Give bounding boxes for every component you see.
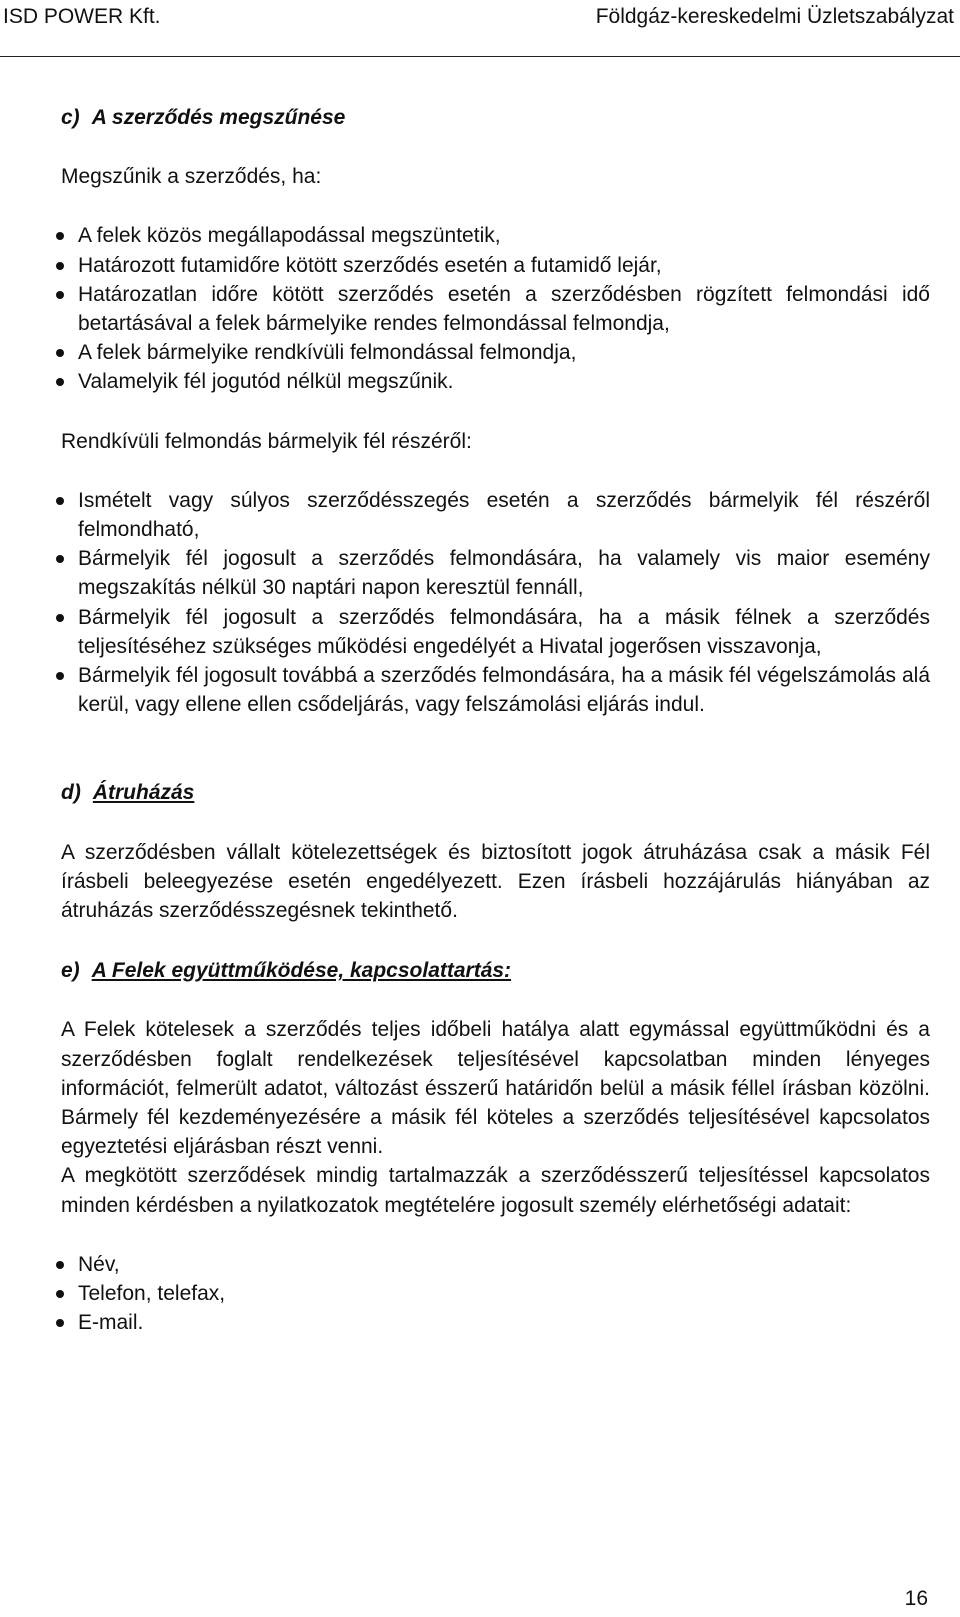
list-item: Határozatlan időre kötött szerződés esetén a szerződésben rögzített felmondási idő betartásával a felek bármelyike rendes felmondással felmondja, (61, 280, 930, 338)
contact-details-paragraph: A megkötött szerződések mindig tartalmazzák a szerződésszerű teljesítéssel kapcsolatos minden kérdésben a nyilatkozatok megtételére jogosult személy elérhetőségi adatait: (61, 1164, 930, 1217)
document-body (61, 103, 930, 1338)
list-item: Bármelyik fél jogosult továbbá a szerződés felmondására, ha a másik fél végelszámolás alá kerül, vagy ellene ellen csődeljárás, vagy felszámolási eljárás indul. (61, 661, 930, 719)
bullet-icon (56, 1261, 64, 1269)
bullet-icon (56, 1319, 64, 1327)
bullet-icon (56, 497, 64, 505)
section-c-label: c) (61, 106, 80, 129)
termination-list (61, 221, 930, 396)
list-item: Valamelyik fél jogutód nélkül megszűnik. (61, 367, 930, 396)
bullet-icon (56, 555, 64, 563)
bullet-icon (56, 262, 64, 270)
extraordinary-termination-intro: Rendkívüli felmondás bármelyik fél részéről: (61, 429, 472, 453)
assignment-paragraph: A szerződésben vállalt kötelezettségek és biztosított jogok átruházása csak a másik Fél írásbeli beleegyezése esetén engedélyezett. Ezen írásbeli hozzájárulás hiányában az átruházás szerződésszegésnek tekinthető. (61, 840, 930, 923)
header-divider (0, 56, 960, 57)
list-item: Telefon, telefax, (61, 1279, 930, 1308)
bullet-icon (56, 232, 64, 240)
section-d-heading (61, 778, 930, 807)
contact-details-list (61, 1250, 930, 1338)
section-e-label: e) (61, 959, 80, 983)
bullet-icon (56, 1290, 64, 1298)
section-e-title: A Felek együttműködése, kapcsolattartás: (91, 959, 512, 983)
bullet-icon (56, 291, 64, 299)
termination-intro: Megszűnik a szerződés, ha: (61, 165, 322, 189)
header-company-name: ISD POWER Kft. (3, 5, 161, 28)
section-c-heading (61, 103, 930, 132)
cooperation-paragraph: A Felek kötelesek a szerződés teljes időbeli hatálya alatt egymással együttműködni és a szerződésben foglalt rendelkezések teljesítésével kapcsolatban minden lényeges információt, felmerült adatot, változást ésszerű határidőn belül a másik féllel írásban közölni. Bármely fél kezdeményezésére a másik fél köteles a szerződés teljesítésével kapcsolatos egyeztetési eljárásban részt venni. (61, 1018, 930, 1159)
section-e-heading (61, 956, 930, 985)
section-d-label: d) (61, 781, 81, 805)
list-item: A felek közös megállapodással megszüntetik, (61, 221, 930, 250)
bullet-icon (56, 378, 64, 386)
bullet-icon (56, 349, 64, 357)
list-item: Ismételt vagy súlyos szerződésszegés esetén a szerződés bármelyik fél részéről felmondható, (61, 486, 930, 544)
section-c-title: A szerződés megszűnése (91, 106, 346, 129)
list-item: Bármelyik fél jogosult a szerződés felmondására, ha valamely vis maior esemény megszakítás nélkül 30 naptári napon keresztül fennáll, (61, 544, 930, 602)
section-d-title: Átruházás (92, 781, 195, 805)
header-document-title: Földgáz-kereskedelmi Üzletszabályzat (595, 5, 954, 28)
list-item: Határozott futamidőre kötött szerződés esetén a futamidő lejár, (61, 251, 930, 280)
list-item: A felek bármelyike rendkívüli felmondással felmondja, (61, 338, 930, 367)
list-item: Bármelyik fél jogosult a szerződés felmondására, ha a másik félnek a szerződés teljesítéséhez szükséges működési engedélyét a Hivatal jogerősen visszavonja, (61, 603, 930, 661)
page-number: 16 (904, 1587, 928, 1610)
list-item: E-mail. (61, 1308, 930, 1337)
list-item: Név, (61, 1250, 930, 1279)
bullet-icon (56, 672, 64, 680)
extraordinary-termination-list (61, 486, 930, 720)
bullet-icon (56, 614, 64, 622)
page-header (0, 0, 960, 59)
